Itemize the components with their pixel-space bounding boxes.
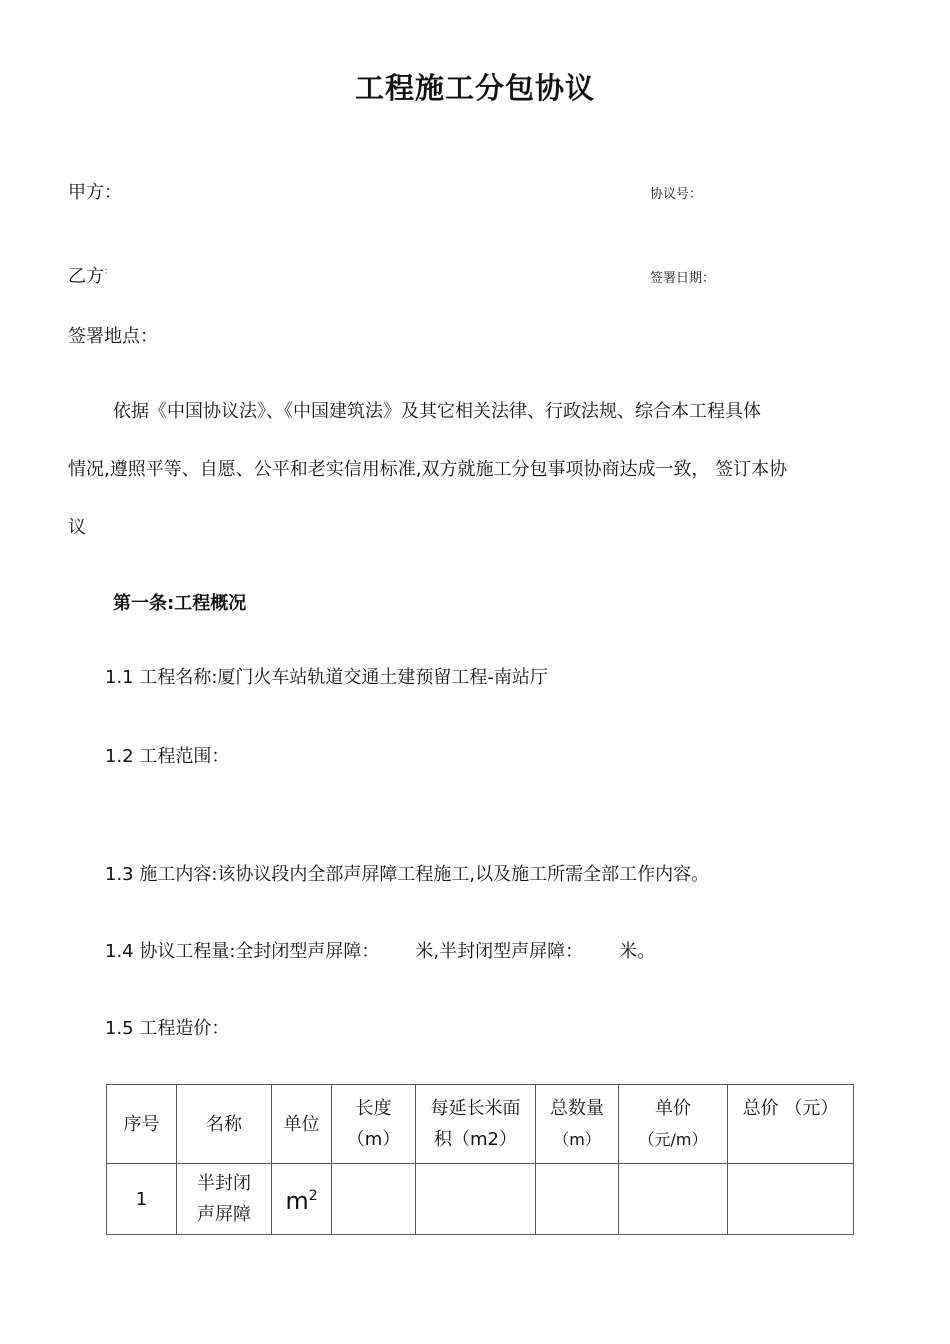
cell-no: 1 (107, 1164, 177, 1235)
header-no: 序号 (107, 1085, 177, 1164)
header-price-line-2: （元/m） (638, 1130, 708, 1149)
party-a-label: 甲方： (68, 182, 122, 203)
cost-table (106, 1084, 854, 1235)
cell-qty (536, 1164, 619, 1235)
header-unit: 单位 (272, 1085, 332, 1164)
header-price (619, 1085, 728, 1164)
item-1-1: 1.1 工程名称:厦门火车站轨道交通土建预留工程-南站厅 (105, 667, 548, 688)
item-1-5: 1.5 工程造价： (105, 1018, 230, 1039)
sign-place-label: 签署地点： (68, 326, 158, 347)
intro-line-1: 依据《中国协议法》、《中国建筑法》及其它相关法律、行政法规、综合本工程具体 (113, 401, 761, 422)
item-1-4-part-c: 米。 (619, 941, 656, 962)
cell-name-line-1: 半封闭 (197, 1173, 251, 1194)
header-total: 总价 （元） (728, 1085, 854, 1164)
intro-line-2: 情况,遵照平等、自愿、公平和老实信用标准,双方就施工分包事项协商达成一致， 签订本协 (68, 459, 788, 480)
table-row (107, 1164, 854, 1235)
cell-area (416, 1164, 536, 1235)
item-1-4-part-a: 1.4 协议工程量:全封闭型声屏障： (105, 941, 380, 962)
header-qty (536, 1085, 619, 1164)
party-b-mark: ： (104, 267, 114, 277)
cell-name (177, 1164, 272, 1235)
cell-unit-base: m (285, 1187, 309, 1215)
item-1-4-part-b: 米,半封闭型声屏障： (415, 941, 584, 962)
sign-date-label: 签署日期： (650, 271, 716, 286)
item-1-4 (105, 937, 655, 963)
item-1-2: 1.2 工程范围： (105, 746, 230, 767)
header-qty-line-2: （m） (553, 1130, 601, 1149)
table-header-row (107, 1085, 854, 1164)
item-1-3: 1.3 施工内容:该协议段内全部声屏障工程施工,以及施工所需全部工作内容。 (105, 864, 710, 885)
agreement-no-label: 协议号： (650, 187, 703, 202)
header-length-line-2: （m） (346, 1129, 401, 1150)
cell-total (728, 1164, 854, 1235)
header-length (332, 1085, 416, 1164)
party-b-label (68, 262, 113, 288)
header-qty-line-1: 总数量 (550, 1098, 604, 1119)
header-price-line-1: 单价 (655, 1098, 691, 1119)
header-area (416, 1085, 536, 1164)
cell-unit-sup: 2 (308, 1188, 318, 1204)
cell-length (332, 1164, 416, 1235)
header-area-line-1: 每延长米面 (430, 1098, 521, 1119)
header-length-line-1: 长度 (355, 1098, 392, 1119)
header-area-line-2: 积（m2） (434, 1129, 517, 1150)
party-b-text: 乙方 (68, 266, 104, 287)
document-title: 工程施工分包协议 (354, 71, 595, 105)
article-1-heading: 第一条:工程概况 (113, 593, 247, 614)
cell-unit (272, 1164, 332, 1235)
header-name: 名称 (177, 1085, 272, 1164)
cell-name-line-2: 声屏障 (197, 1204, 251, 1225)
cell-price (619, 1164, 728, 1235)
intro-line-3: 议 (68, 517, 86, 538)
